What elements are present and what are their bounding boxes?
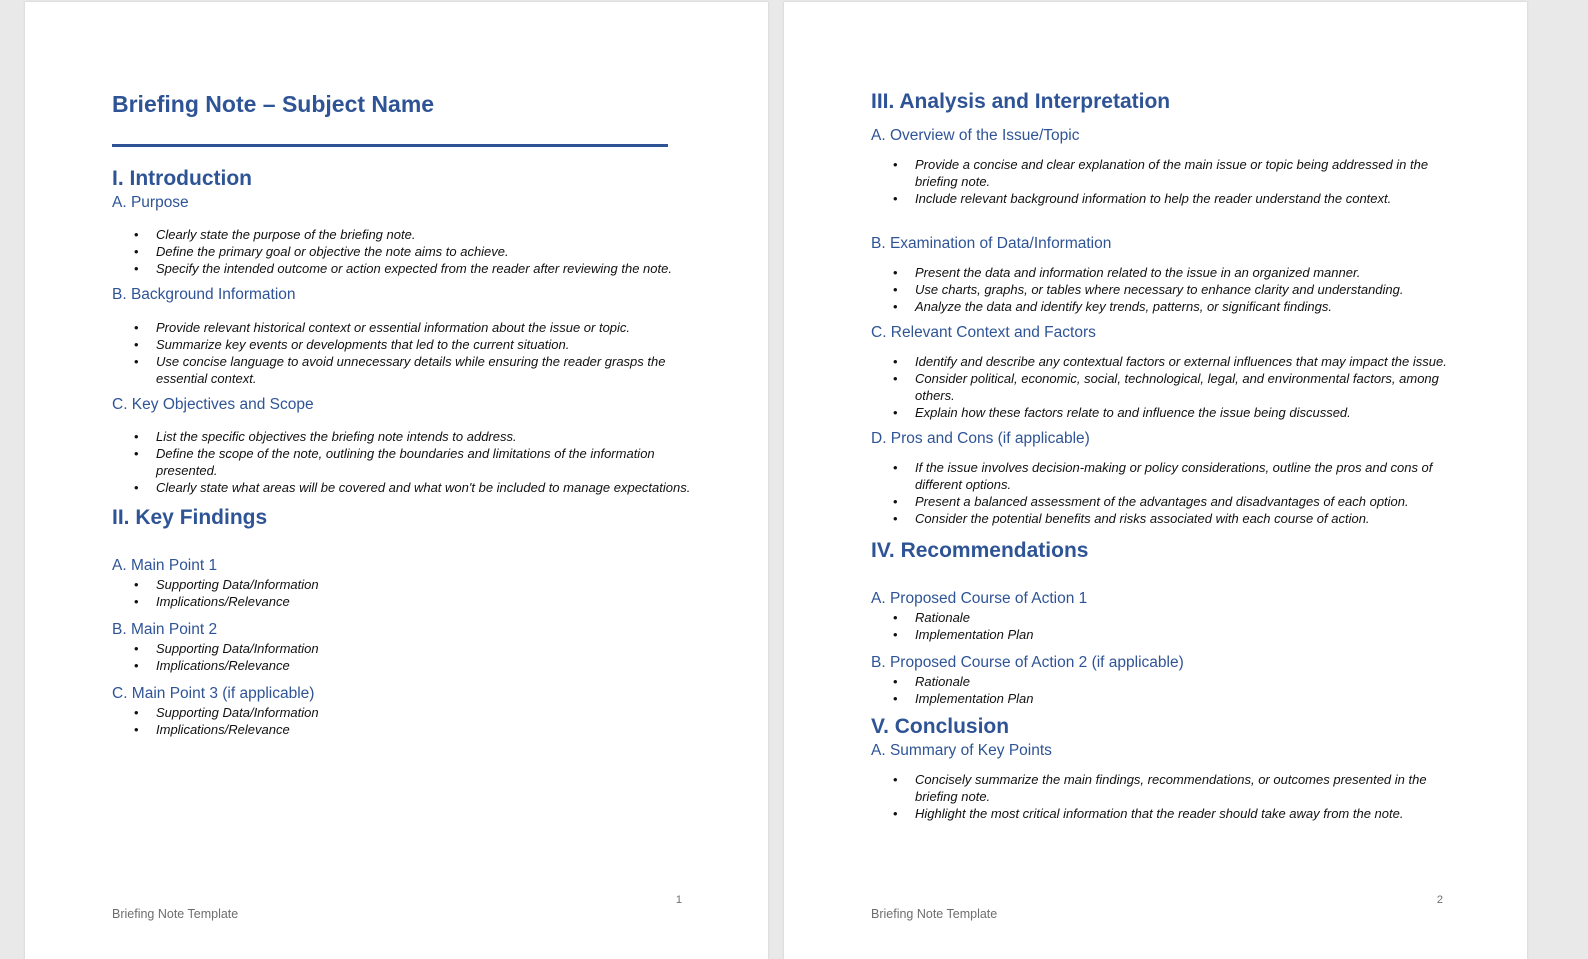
title-divider <box>112 144 668 147</box>
subsection-heading-main-point-2: B. Main Point 2 <box>112 621 218 638</box>
list-item: • Implications/Relevance <box>156 657 708 674</box>
document-page-2 <box>784 2 1527 959</box>
list-item: • Include relevant background information to help the reader understand the context. <box>915 190 1467 207</box>
subsection-heading-examination: B. Examination of Data/Information <box>871 235 1112 252</box>
subsection-heading-main-point-3: C. Main Point 3 (if applicable) <box>112 685 315 702</box>
bullet-list-main-point-1 <box>112 576 708 610</box>
section-heading-key-findings: II. Key Findings <box>112 506 268 529</box>
list-item: • Define the scope of the note, outlining the boundaries and limitations of the information presented. <box>156 445 708 479</box>
subsection-heading-pros-cons: D. Pros and Cons (if applicable) <box>871 430 1090 447</box>
list-item: • Implementation Plan <box>915 690 1467 707</box>
page-number: 2 <box>1436 894 1443 906</box>
subsection-heading-purpose: A. Purpose <box>112 194 189 211</box>
document-page-1 <box>25 2 768 959</box>
list-item: • Use charts, graphs, or tables where necessary to enhance clarity and understanding. <box>915 281 1467 298</box>
bullet-list-action-1 <box>871 609 1467 643</box>
list-item: • Define the primary goal or objective the note aims to achieve. <box>156 243 708 260</box>
list-item: • List the specific objectives the briefing note intends to address. <box>156 428 708 445</box>
document-title: Briefing Note – Subject Name <box>112 91 435 117</box>
subsection-heading-summary: A. Summary of Key Points <box>871 742 1052 759</box>
bullet-list-objectives <box>112 428 708 496</box>
list-item: • If the issue involves decision-making or policy considerations, outline the pros and cons of different options. <box>915 459 1467 493</box>
subsection-heading-action-1: A. Proposed Course of Action 1 <box>871 590 1088 607</box>
bullet-list-action-2 <box>871 673 1467 707</box>
list-item: • Analyze the data and identify key trends, patterns, or significant findings. <box>915 298 1467 315</box>
list-item: • Implementation Plan <box>915 626 1467 643</box>
page-footer: Briefing Note Template <box>112 907 239 921</box>
page-number: 1 <box>675 894 682 906</box>
page-2-content <box>871 88 1467 822</box>
list-item: • Provide a concise and clear explanation of the main issue or topic being addressed in the briefing note. <box>915 156 1467 190</box>
list-item: • Supporting Data/Information <box>156 576 708 593</box>
list-item: • Present a balanced assessment of the advantages and disadvantages of each option. <box>915 493 1467 510</box>
bullet-list-background <box>112 319 708 387</box>
section-heading-recommendations: IV. Recommendations <box>871 539 1089 562</box>
list-item: • Supporting Data/Information <box>156 704 708 721</box>
bullet-list-pros-cons <box>871 459 1467 527</box>
list-item: • Identify and describe any contextual factors or external influences that may impact the issue. <box>915 353 1467 370</box>
section-heading-conclusion: V. Conclusion <box>871 715 1010 738</box>
bullet-list-overview <box>871 156 1467 207</box>
bullet-list-summary <box>871 771 1467 822</box>
page-1-content <box>112 88 708 738</box>
list-item: • Rationale <box>915 673 1467 690</box>
list-item: • Clearly state the purpose of the briefing note. <box>156 226 708 243</box>
list-item: • Supporting Data/Information <box>156 640 708 657</box>
list-item: • Concisely summarize the main findings, recommendations, or outcomes presented in the briefing note. <box>915 771 1467 805</box>
list-item: • Use concise language to avoid unnecessary details while ensuring the reader grasps the essential context. <box>156 353 708 387</box>
bullet-list-main-point-3 <box>112 704 708 738</box>
list-item: • Implications/Relevance <box>156 593 708 610</box>
subsection-heading-overview: A. Overview of the Issue/Topic <box>871 127 1080 144</box>
subsection-heading-objectives: C. Key Objectives and Scope <box>112 396 314 413</box>
list-item: • Consider political, economic, social, technological, legal, and environmental factors, among others. <box>915 370 1467 404</box>
list-item: • Present the data and information related to the issue in an organized manner. <box>915 264 1467 281</box>
subsection-heading-action-2: B. Proposed Course of Action 2 (if applicable) <box>871 654 1184 671</box>
list-item: • Provide relevant historical context or essential information about the issue or topic. <box>156 319 708 336</box>
list-item: • Highlight the most critical information that the reader should take away from the note. <box>915 805 1467 822</box>
list-item: • Specify the intended outcome or action expected from the reader after reviewing the note. <box>156 260 708 277</box>
list-item: • Consider the potential benefits and risks associated with each course of action. <box>915 510 1467 527</box>
bullet-list-purpose <box>112 226 708 277</box>
subsection-heading-context: C. Relevant Context and Factors <box>871 324 1096 341</box>
bullet-list-examination <box>871 264 1467 315</box>
bullet-list-context <box>871 353 1467 421</box>
section-heading-introduction: I. Introduction <box>112 167 252 190</box>
subsection-heading-main-point-1: A. Main Point 1 <box>112 557 218 574</box>
list-item: • Summarize key events or developments that led to the current situation. <box>156 336 708 353</box>
subsection-heading-background: B. Background Information <box>112 286 296 303</box>
list-item: • Implications/Relevance <box>156 721 708 738</box>
section-heading-analysis: III. Analysis and Interpretation <box>871 90 1171 113</box>
list-item: • Clearly state what areas will be covered and what won't be included to manage expectations. <box>156 479 708 496</box>
list-item: • Explain how these factors relate to and influence the issue being discussed. <box>915 404 1467 421</box>
page-footer: Briefing Note Template <box>871 907 998 921</box>
bullet-list-main-point-2 <box>112 640 708 674</box>
list-item: • Rationale <box>915 609 1467 626</box>
